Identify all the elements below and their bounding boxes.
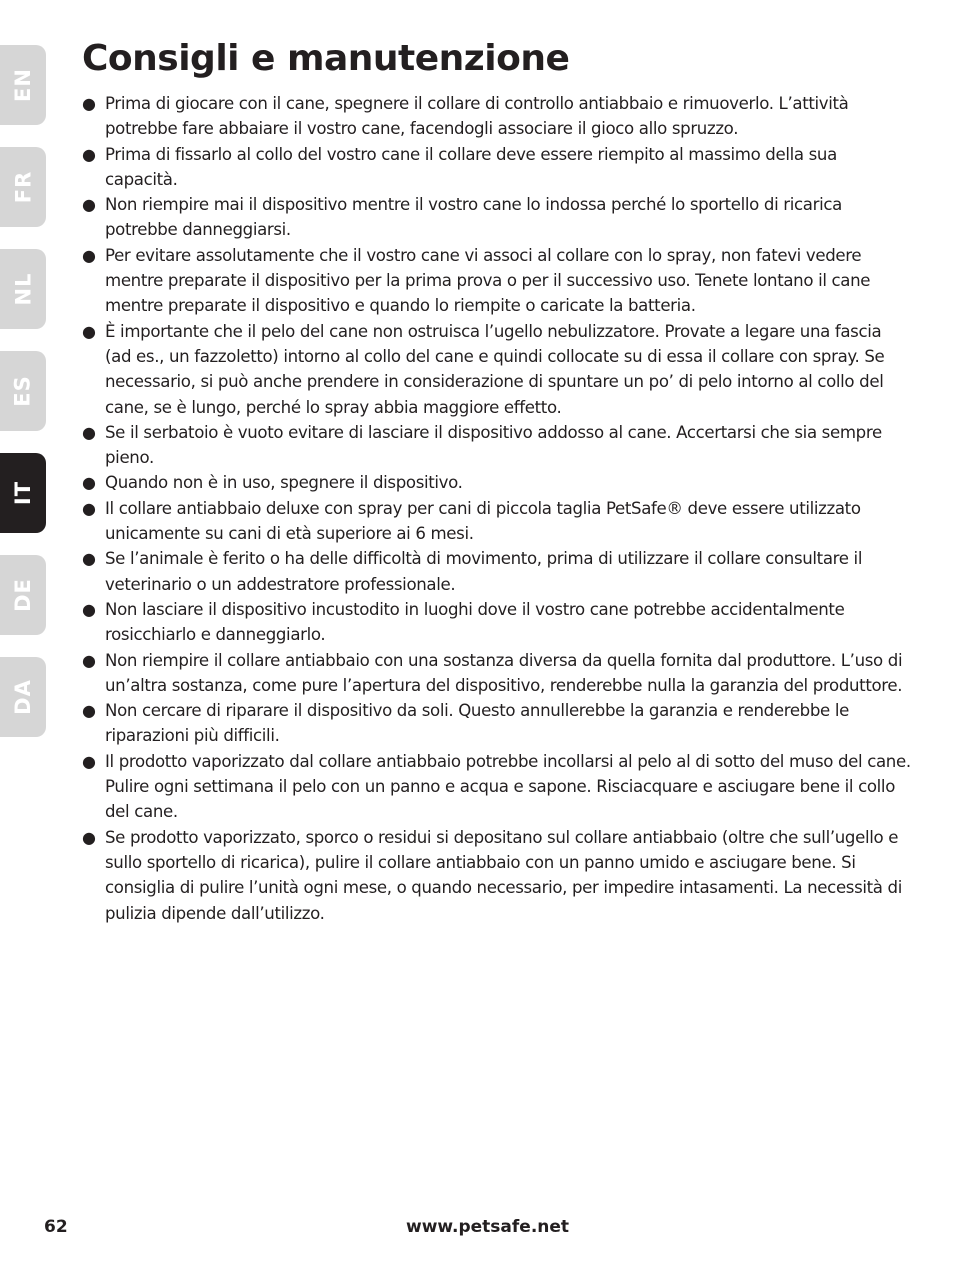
tab-language-en[interactable] (0, 45, 46, 125)
bullet-icon: ● (82, 827, 96, 847)
bullet-icon: ● (82, 94, 96, 113)
list-item (82, 597, 912, 648)
bullet-icon: ● (82, 321, 96, 341)
list-item-text: Se prodotto vaporizzato, sporco o residui si depositano sul collare antiabbaio (oltre che sull’ugello e sullo sportello di ricarica), pulire il collare antiabbaio con un panno umido e asciugare bene. Si consiglia di pulire l’unità ogni mese, o quando necessario, per impedire intasamenti. La necessità di pulizia dipende dall’utilizzo. (105, 827, 902, 923)
bullet-icon: ● (82, 549, 96, 569)
tab-language-it[interactable] (0, 453, 46, 533)
list-item-text: Non cercare di riparare il dispositivo da soli. Questo annullerebbe la garanzia e renderebbe le riparazioni più difficili. (105, 701, 849, 746)
bullet-icon: ● (82, 498, 96, 518)
tips-list (82, 91, 912, 926)
list-item (82, 243, 912, 319)
tab-label: IT (10, 480, 35, 506)
bullet-icon: ● (82, 701, 96, 721)
list-item-text: Se l’animale è ferito o ha delle difficoltà di movimento, prima di utilizzare il collare consultare il veterinario o un addestratore professionale. (105, 549, 863, 594)
list-item (82, 142, 912, 193)
page-number: 62 (44, 1217, 68, 1237)
list-item (82, 319, 912, 420)
list-item (82, 91, 912, 142)
bullet-icon: ● (82, 650, 96, 670)
list-item (82, 698, 912, 749)
tab-language-de[interactable] (0, 555, 46, 635)
tab-language-fr[interactable] (0, 147, 46, 227)
tab-language-nl[interactable] (0, 249, 46, 329)
tab-label: FR (10, 170, 35, 204)
list-item-text: Il prodotto vaporizzato dal collare antiabbaio potrebbe incollarsi al pelo al di sotto del muso del cane. Pulire ogni settimana il pelo con un panno e acqua e sapone. Risciacquare e asciugare bene il collo del cane. (105, 751, 911, 822)
list-item (82, 546, 912, 597)
tab-label: DE (11, 578, 35, 612)
tab-label: ES (10, 375, 35, 407)
bullet-icon: ● (82, 144, 96, 164)
bullet-icon: ● (82, 422, 96, 442)
bullet-icon: ● (82, 751, 96, 771)
list-item-text: Quando non è in uso, spegnere il dispositivo. (105, 473, 463, 493)
website-url: www.petsafe.net (406, 1217, 570, 1237)
page-title: Consigli e manutenzione (82, 38, 570, 79)
list-item-text: È importante che il pelo del cane non ostruisca l’ugello nebulizzatore. Provate a legare una fascia (ad es., un fazzoletto) intorno al collo del cane e quindi collocate su di essa il collare con spray. Se necessario, si può anche prendere in considerazione di spuntare un po’ di pelo intorno al collo del cane, se è lungo, perché lo spray abbia maggiore effetto. (105, 321, 885, 417)
list-item-text: Per evitare assolutamente che il vostro cane vi associ al collare con lo spray, non fatevi vedere mentre preparate il dispositivo per la prima prova o per il successivo uso. Tenete lontano il cane mentre preparate il dispositivo e quando lo riempite o caricate la batteria. (105, 245, 871, 316)
list-item (82, 192, 912, 243)
bullet-icon: ● (82, 195, 96, 215)
list-item (82, 420, 912, 471)
list-item-text: Non riempire mai il dispositivo mentre il vostro cane lo indossa perché lo sportello di ricarica potrebbe danneggiarsi. (105, 195, 842, 240)
tab-label: DA (11, 679, 35, 715)
bullet-icon: ● (82, 599, 96, 619)
list-item-text: Prima di fissarlo al collo del vostro cane il collare deve essere riempito al massimo della sua capacità. (105, 144, 837, 189)
list-item (82, 825, 912, 926)
tab-label: EN (10, 68, 35, 102)
list-item-text: Prima di giocare con il cane, spegnere il collare di controllo antiabbaio e rimuoverlo. L’attività potrebbe fare abbaiare il vostro cane, facendogli associare il gioco allo spruzzo. (105, 94, 849, 139)
list-item-text: Se il serbatoio è vuoto evitare di lasciare il dispositivo addosso al cane. Accertarsi che sia sempre pieno. (105, 422, 882, 468)
list-item (82, 749, 912, 825)
list-item (82, 496, 912, 547)
tab-language-da[interactable] (0, 657, 46, 737)
tab-language-es[interactable] (0, 351, 46, 431)
list-item-text: Non lasciare il dispositivo incustodito in luoghi dove il vostro cane potrebbe accidentalmente rosicchiarlo e danneggiarlo. (105, 599, 845, 645)
tab-label: NL (11, 272, 35, 306)
list-item-text: Il collare antiabbaio deluxe con spray per cani di piccola taglia PetSafe® deve essere utilizzato unicamente su cani di età superiore ai 6 mesi. (105, 498, 861, 544)
bullet-icon: ● (82, 245, 96, 265)
list-item (82, 648, 912, 699)
list-item-text: Non riempire il collare antiabbaio con una sostanza diversa da quella fornita dal produttore. L’uso di un’altra sostanza, come pure l’apertura del dispositivo, renderebbe nulla la garanzia del produttore. (105, 650, 903, 695)
list-item (82, 470, 912, 495)
bullet-icon: ● (82, 473, 96, 493)
